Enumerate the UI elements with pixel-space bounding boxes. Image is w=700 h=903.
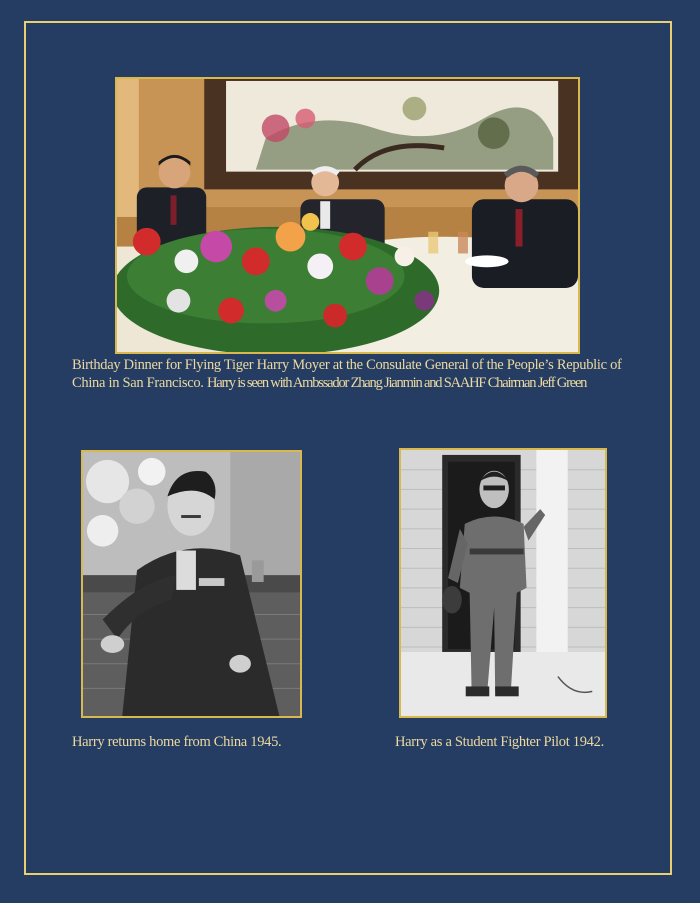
- dinner-caption: [72, 356, 642, 392]
- harry-1942-caption: Harry as a Student Fighter Pilot 1942.: [395, 734, 604, 750]
- dinner-caption-text: Birthday Dinner for Flying Tiger Harry Moyer at the Consulate General of the People’s Republic of China in San Francisco.: [72, 357, 622, 391]
- harry-1942-photo: [399, 448, 607, 718]
- harry-1945-photo: [81, 450, 302, 718]
- harry-1945-caption: Harry returns home from China 1945.: [72, 734, 282, 750]
- dinner-caption-names: Harry is seen with Ambssador Zhang Jianmin and SAAHF Chairman Jeff Green: [206, 375, 587, 391]
- harry-1942-image: [401, 450, 605, 716]
- harry-1945-image: [83, 452, 300, 716]
- dinner-photo-image: [117, 79, 578, 352]
- dinner-photo: [115, 77, 580, 354]
